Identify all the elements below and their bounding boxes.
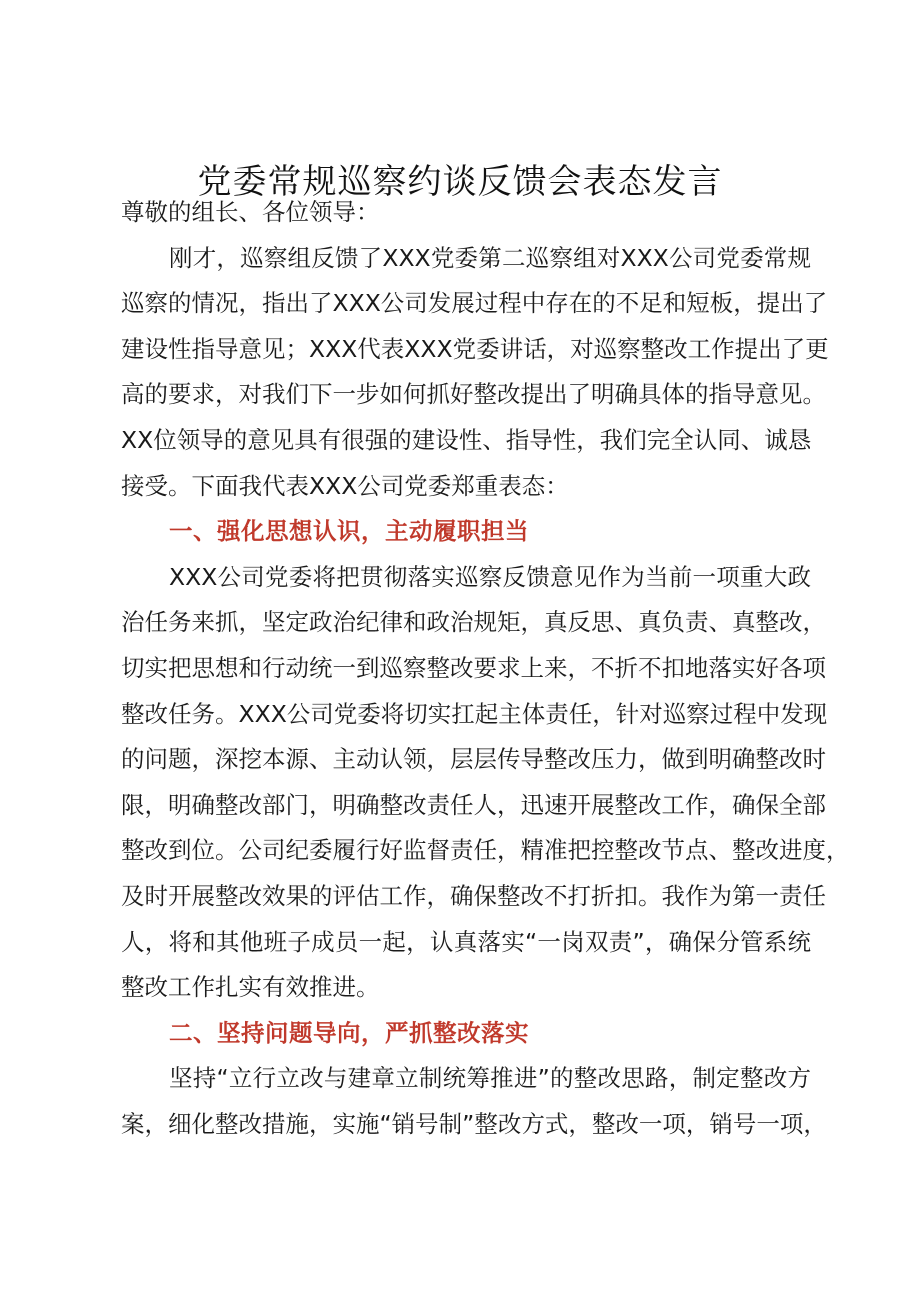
paragraph-line: 治任务来抓，坚定政治纪律和政治规矩，真反思、真负责、真整改， bbox=[121, 608, 826, 637]
section-heading-2: 二、坚持问题导向，严抓整改落实 bbox=[169, 1018, 529, 1047]
document-body bbox=[121, 190, 850, 1147]
paragraph-line: XX位领导的意见具有很强的建设性、指导性，我们完全认同、诚恳 bbox=[121, 425, 812, 454]
intro-paragraph bbox=[121, 236, 829, 510]
paragraph-line: 限，明确整改部门，明确整改责任人，迅速开展整改工作，确保全部 bbox=[121, 790, 826, 819]
paragraph-line: 整改任务。XXX公司党委将切实扛起主体责任，针对巡察过程中发现 bbox=[121, 699, 828, 728]
paragraph-line: 巡察的情况，指出了XXX公司发展过程中存在的不足和短板，提出了 bbox=[121, 289, 828, 318]
paragraph-line: 的问题，深挖本源、主动认领，层层传导整改压力，做到明确整改时 bbox=[121, 745, 826, 774]
paragraph-line: 接受。下面我代表XXX公司党委郑重表态： bbox=[121, 471, 569, 500]
paragraph-line: 整改到位。公司纪委履行好监督责任，精准把控整改节点、整改进度， bbox=[121, 836, 850, 865]
paragraph-line: 整改工作扎实有效推进。 bbox=[121, 973, 380, 1002]
paragraph-line: 案，细化整改措施，实施“销号制”整改方式，整改一项，销号一项， bbox=[121, 1109, 827, 1138]
paragraph-line: 高的要求，对我们下一步如何抓好整改提出了明确具体的指导意见。 bbox=[121, 380, 826, 409]
paragraph-line: 建设性指导意见；XXX代表XXX党委讲话，对巡察整改工作提出了更 bbox=[121, 334, 829, 363]
section-1-paragraph bbox=[121, 555, 850, 1011]
paragraph-line: 刚才，巡察组反馈了XXX党委第二巡察组对XXX公司党委常规 bbox=[169, 243, 811, 272]
paragraph-line: 坚持“立行立改与建章立制统筹推进”的整改思路，制定整改方 bbox=[169, 1064, 811, 1093]
paragraph-line: 人，将和其他班子成员一起，认真落实“一岗双责”，确保分管系统 bbox=[121, 927, 811, 956]
paragraph-line: 及时开展整改效果的评估工作，确保整改不打折扣。我作为第一责任 bbox=[121, 881, 826, 910]
section-heading-1: 一、强化思想认识，主动履职担当 bbox=[169, 517, 529, 546]
paragraph-line: 切实把思想和行动统一到巡察整改要求上来，不折不扣地落实好各项 bbox=[121, 653, 826, 682]
salutation: 尊敬的组长、各位领导： bbox=[121, 198, 380, 226]
document-title: 党委常规巡察约谈反馈会表态发言 bbox=[197, 162, 723, 202]
paragraph-line: XXX公司党委将把贯彻落实巡察反馈意见作为当前一项重大政 bbox=[169, 562, 811, 591]
section-2-paragraph bbox=[121, 1056, 827, 1147]
